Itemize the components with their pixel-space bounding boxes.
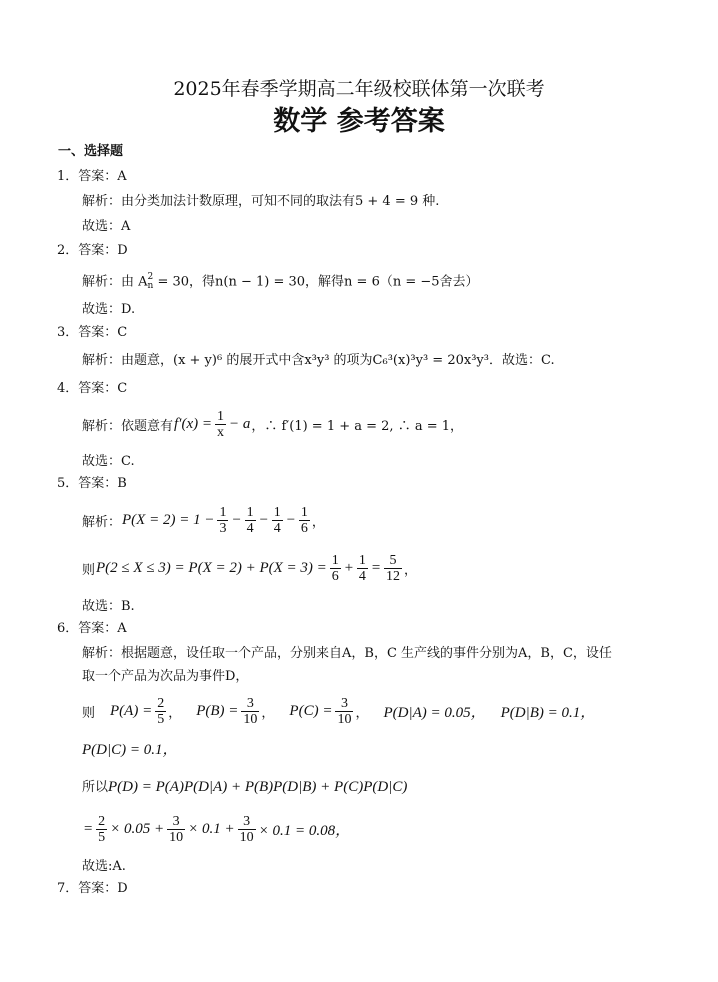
item-4-answer: 4．答案：C: [57, 381, 128, 396]
item-5-answer: 5．答案：B: [57, 476, 127, 491]
item-4-choose: 故选：C.: [82, 454, 135, 469]
item-6-probabilities: 则 P(A) = $\frac{2}{5}$ ， P(B) = $\frac{3}{10}$ ， P(C) = $\frac{3}{10}$ ， P(D|A) = 0.05， P(D|B) = 0.1，: [82, 695, 596, 727]
item-1-choose: 故选：A: [82, 219, 131, 234]
item-1-analysis: 解析：由分类加法计数原理，可知不同的取法有5 + 4 = 9 种.: [82, 194, 440, 209]
item-5-choose: 故选：B.: [82, 599, 135, 614]
item-4-analysis: 解析：依题意有 f′(x) = $\frac{1}{x}$ − a ，∴ f′(1) = 1 + a = 2, ∴ a = 1，: [82, 408, 464, 440]
item-6-pdc: P(D|C) = 0.1，: [82, 742, 178, 758]
item-5-analysis-line2: 则 P(2 ≤ X ≤ 3) = P(X = 2) + P(X = 3) = $\frac{1}{6}$ + $\frac{1}{4}$ = $\frac{5}{12}$ ，: [82, 552, 418, 584]
document-title: 2025年春季学期高二年级校联体第一次联考: [173, 78, 545, 100]
item-6-analysis-2: 取一个产品为次品为事件D，: [82, 669, 249, 684]
item-6-answer: 6．答案：A: [57, 621, 127, 636]
document-subtitle: 数学 参考答案: [273, 106, 445, 137]
item-7-answer: 7．答案：D: [57, 881, 128, 896]
section-heading: 一、选择题: [58, 144, 124, 159]
item-5-analysis-line1: 解析： P(X = 2) = 1 − $\frac{1}{3}$ − $\frac{1}{4}$ − $\frac{1}{4}$ − $\frac{1}{6}$ ，: [82, 504, 325, 536]
item-6-choose: 故选:A.: [82, 859, 126, 874]
item-2-analysis: 解析：由 A 2 n = 30，得n(n − 1) = 30，解得n = 6（n = −5舍去）: [82, 272, 479, 291]
item-3-analysis: 解析：由题意，(x + y)⁶ 的展开式中含x³y³ 的项为C₆³(x)³y³ = 20x³y³．故选：C.: [82, 353, 555, 368]
item-1-answer: 1．答案：A: [57, 169, 127, 184]
item-6-analysis-1: 解析：根据题意，设任取一个产品，分别来自A，B，C 生产线的事件分别为A，B，C，设任: [82, 646, 612, 661]
item-6-result: = $\frac{2}{5}$ × 0.05 + $\frac{3}{10}$ × 0.1 + $\frac{3}{10}$ × 0.1 = 0.08，: [83, 813, 351, 845]
item-3-answer: 3．答案：C: [57, 325, 128, 340]
item-2-choose: 故选：D.: [82, 302, 136, 317]
item-2-answer: 2．答案：D: [57, 243, 128, 258]
item-6-total-probability: 所以P(D) = P(A)P(D|A) + P(B)P(D|B) + P(C)P(D|C): [82, 779, 408, 795]
